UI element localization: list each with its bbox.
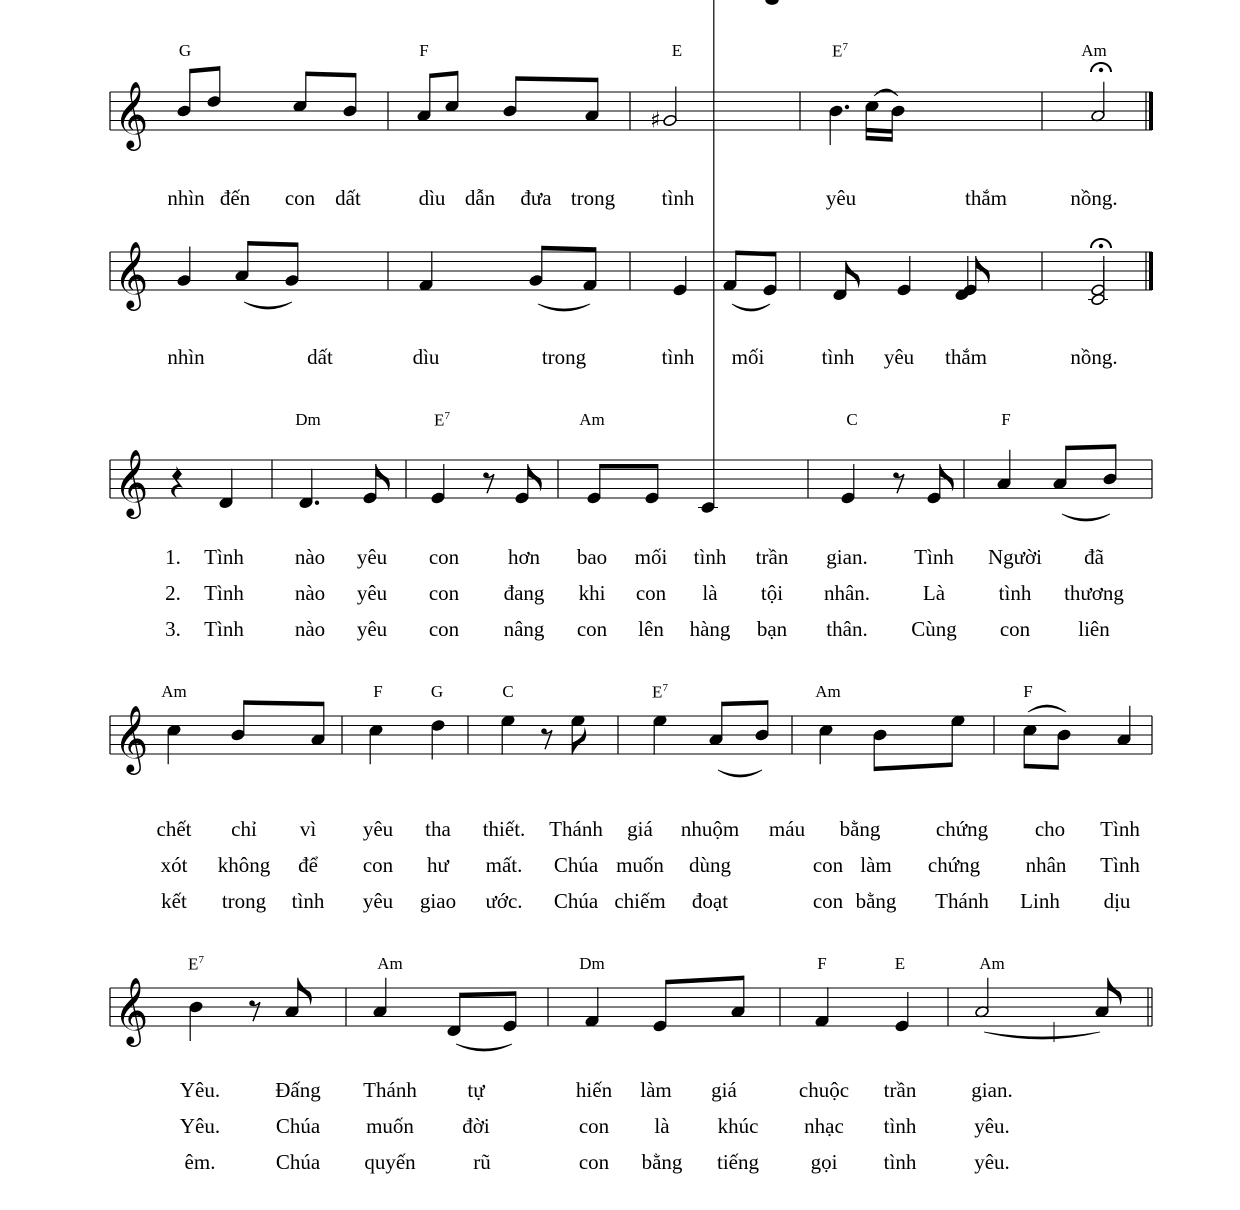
beam — [1024, 764, 1058, 770]
lyric-syllable: liên — [1078, 617, 1110, 641]
lyric-syllable: Đấng — [275, 1078, 321, 1102]
chord-root: E — [434, 410, 445, 430]
lyric-syllable: con — [576, 617, 608, 641]
chord-symbol — [431, 683, 443, 700]
lyric-syllable: Linh — [1020, 889, 1060, 913]
chord-symbol — [672, 42, 682, 59]
beam — [736, 251, 776, 257]
lyric-syllable: con — [578, 1114, 610, 1138]
lyric-syllable: cho — [1034, 817, 1066, 841]
chord-root: Am — [377, 954, 403, 973]
treble-clef-icon: 𝄞 — [114, 976, 149, 1044]
lyric-syllable: yêu. — [974, 1114, 1010, 1138]
lyric-syllable: gọi — [810, 1150, 838, 1174]
note-head — [343, 105, 358, 118]
chord-symbol — [179, 42, 191, 59]
lyric-syllable: dìu — [418, 186, 446, 210]
lyric-syllable: nâng — [503, 617, 545, 641]
chord-extension: 7 — [444, 410, 450, 422]
beam — [430, 71, 458, 78]
flag — [846, 261, 860, 289]
fermata-dot — [1099, 68, 1103, 72]
chord-root: Am — [815, 682, 841, 701]
chord-root: C — [846, 410, 858, 429]
lyric-syllable: trong — [541, 345, 587, 369]
lyric-syllable: dìu — [412, 345, 440, 369]
chord-symbol — [161, 683, 187, 700]
lyric-syllable: dịu — [1103, 889, 1131, 913]
lyric-syllable: hàng — [689, 617, 731, 641]
lyric-syllable: tình — [998, 581, 1032, 605]
beam — [600, 464, 658, 469]
lyric-syllable: Người — [988, 545, 1042, 569]
treble-clef-icon: 𝄞 — [114, 704, 149, 772]
slur — [456, 1044, 512, 1051]
lyric-syllable: trong — [221, 889, 267, 913]
note-head — [177, 274, 192, 287]
flag — [298, 978, 312, 1006]
lyric-syllable: Tình — [204, 545, 244, 569]
lyric-syllable: 2. — [165, 581, 181, 605]
note-head — [891, 105, 906, 118]
beam — [460, 991, 516, 997]
chord-root: Am — [579, 410, 605, 429]
lyric-syllable: Tình — [914, 545, 954, 569]
lyric-syllable: không — [217, 853, 271, 877]
lyric-syllable: giao — [419, 889, 457, 913]
lyric-syllable: bạn — [756, 617, 788, 641]
lyric-syllable: đoạt — [691, 889, 729, 913]
chord-root: Dm — [579, 954, 605, 973]
chord-symbol — [1081, 42, 1107, 59]
lyric-syllable: Tình — [1100, 817, 1140, 841]
lyric-syllable: hơn — [507, 545, 541, 569]
slur — [1028, 705, 1066, 712]
lyric-syllable: yêu — [825, 186, 857, 210]
lyric-syllable: con — [578, 1150, 610, 1174]
note-head — [189, 1001, 204, 1014]
chord-root: E — [188, 954, 199, 974]
half-note — [663, 114, 678, 127]
dot — [845, 105, 849, 109]
chord-root: F — [1001, 410, 1011, 429]
lyric-syllable: Chúa — [553, 889, 599, 913]
lyric-syllable: máu — [768, 817, 806, 841]
note-head — [653, 1020, 668, 1033]
lyric-syllable: tình — [821, 345, 855, 369]
lyric-syllable: con — [362, 853, 394, 877]
chord-symbol — [815, 683, 841, 700]
dot — [315, 501, 319, 505]
note-head — [431, 492, 446, 505]
note-head — [231, 729, 246, 742]
flag — [976, 256, 990, 284]
note-head — [701, 501, 716, 514]
lyric-syllable: lên — [638, 617, 664, 641]
chord-root: F — [419, 41, 429, 60]
note-head — [363, 492, 378, 505]
lyric-syllable: chứng — [935, 817, 989, 841]
flag — [376, 464, 390, 492]
lyric-syllable: nồng. — [1070, 186, 1118, 210]
lyric-syllable: êm. — [184, 1150, 216, 1174]
lyric-syllable: Tình — [1100, 853, 1140, 877]
chord-symbol — [579, 411, 605, 428]
lyric-syllable: thương — [1064, 581, 1124, 605]
lyric-syllable: nhìn — [167, 345, 205, 369]
lyric-syllable: đưa — [520, 186, 552, 210]
note-head — [763, 284, 778, 297]
chord-root: F — [373, 682, 383, 701]
note-head — [1057, 729, 1072, 742]
lyric-syllable: yêu. — [974, 1150, 1010, 1174]
lyric-syllable: yêu — [362, 889, 394, 913]
beam — [866, 136, 892, 142]
lyric-syllable: đời — [462, 1114, 490, 1138]
slur — [718, 770, 762, 777]
chord-symbol — [832, 42, 848, 60]
note-head — [829, 105, 844, 118]
lyric-syllable: con — [284, 186, 316, 210]
note-head — [503, 1020, 518, 1033]
lyric-syllable: làm — [640, 1078, 672, 1102]
lyric-syllable: Yêu. — [179, 1078, 221, 1102]
beam — [666, 976, 744, 985]
lyric-syllable: khúc — [717, 1114, 759, 1138]
lyric-syllable: mối — [634, 545, 668, 569]
lyric-syllable: con — [428, 545, 460, 569]
lyric-syllable: dùng — [689, 853, 731, 877]
slur — [732, 304, 770, 311]
lyric-syllable: để — [298, 853, 318, 877]
lyric-syllable: nhìn — [167, 186, 205, 210]
slur — [244, 302, 292, 309]
lyric-syllable: bao — [576, 545, 608, 569]
note-head — [755, 729, 770, 742]
lyric-syllable: tình — [661, 186, 695, 210]
chord-root: Am — [1081, 41, 1107, 60]
lyric-syllable: kết — [161, 889, 187, 913]
lyric-syllable: bằng — [855, 889, 897, 913]
lyric-syllable: làm — [860, 853, 892, 877]
lyric-syllable: con — [428, 617, 460, 641]
treble-clef-icon: 𝄞 — [114, 240, 149, 308]
chord-root: G — [178, 41, 192, 60]
slur — [538, 304, 590, 311]
lyric-syllable: giá — [711, 1078, 737, 1102]
lyric-syllable: Chúa — [553, 853, 599, 877]
lyric-syllable: trần — [883, 1078, 917, 1102]
note-head — [529, 274, 544, 287]
lyric-syllable: tình — [883, 1150, 917, 1174]
lyric-syllable: tội — [760, 581, 784, 605]
lyric-syllable: chuộc — [798, 1078, 850, 1102]
flag — [528, 464, 542, 492]
lyric-syllable: Tình — [204, 617, 244, 641]
lyric-syllable: Yêu. — [179, 1114, 221, 1138]
lyric-syllable: con — [428, 581, 460, 605]
lyric-syllable: là — [702, 581, 718, 605]
lyric-syllable: bằng — [641, 1150, 683, 1174]
lyric-syllable: mất. — [485, 853, 523, 877]
chord-root: Am — [979, 954, 1005, 973]
chord-symbol — [895, 955, 905, 972]
lyric-syllable: tha — [425, 817, 451, 841]
half-note — [1091, 284, 1106, 297]
lyric-syllable: khi — [578, 581, 606, 605]
eighth-rest-icon — [896, 474, 904, 493]
flag — [1108, 978, 1122, 1006]
lyric-syllable: tự — [467, 1078, 485, 1102]
lyric-syllable: thắm — [965, 186, 1007, 210]
note-head — [673, 284, 688, 297]
lyric-syllable: quyến — [364, 1150, 416, 1174]
chord-extension: 7 — [198, 954, 204, 966]
lyric-syllable: Là — [922, 581, 946, 605]
chord-extension: 7 — [662, 682, 668, 694]
chord-symbol — [1001, 411, 1010, 428]
beam — [248, 241, 298, 247]
chord-root: E — [652, 682, 663, 702]
lyric-syllable: con — [812, 853, 844, 877]
lyric-syllable: Chúa — [275, 1150, 321, 1174]
lyric-syllable: ước. — [485, 889, 523, 913]
note-head — [431, 719, 446, 732]
lyric-syllable: nào — [294, 545, 326, 569]
note-head — [207, 95, 222, 108]
eighth-rest-icon — [486, 474, 494, 493]
chord-root: G — [430, 682, 444, 701]
note-head — [841, 492, 856, 505]
note-head — [1103, 473, 1118, 486]
chord-root: Dm — [295, 410, 321, 429]
beam — [190, 66, 220, 73]
lyric-syllable: chứng — [927, 853, 981, 877]
note-head — [645, 492, 660, 505]
chord-root: E — [832, 41, 843, 61]
lyric-syllable: là — [654, 1114, 670, 1138]
lyric-syllable: đang — [503, 581, 545, 605]
lyric-syllable: giá — [627, 817, 653, 841]
lyric-syllable: yêu — [356, 581, 388, 605]
lyric-syllable: rũ — [473, 1150, 491, 1174]
beam — [542, 246, 596, 252]
lyric-syllable: thân. — [826, 617, 868, 641]
note-head — [873, 729, 888, 742]
note-head — [897, 284, 912, 297]
lyric-syllable: tình — [291, 889, 325, 913]
lyric-syllable: nào — [294, 617, 326, 641]
chord-extension: 7 — [842, 41, 848, 53]
lyric-syllable: yêu — [883, 345, 915, 369]
lyric-syllable: muốn — [366, 1114, 414, 1138]
lyric-syllable: Thánh — [549, 817, 603, 841]
final-barline-thick — [1149, 252, 1153, 290]
lyric-syllable: nào — [294, 581, 326, 605]
beam — [874, 762, 952, 771]
chord-root: C — [502, 682, 514, 701]
lyric-syllable: Cùng — [911, 617, 957, 641]
lyric-syllable: nhân — [1025, 853, 1067, 877]
chord-symbol — [846, 411, 857, 428]
lyric-syllable: dẫn — [464, 186, 496, 210]
slur — [984, 1032, 1100, 1039]
lyric-syllable: gian. — [971, 1078, 1013, 1102]
note-head — [515, 492, 530, 505]
lyric-syllable: nhạc — [804, 1114, 844, 1138]
chord-symbol — [295, 411, 321, 428]
chord-root: F — [817, 954, 827, 973]
beam — [866, 128, 892, 134]
lyric-syllable: xót — [160, 853, 188, 877]
fermata-dot — [1099, 244, 1103, 248]
lyric-syllable: đã — [1084, 545, 1104, 569]
note-head — [177, 105, 192, 118]
treble-clef-icon: 𝄞 — [114, 80, 149, 148]
lyric-syllable: trần — [755, 545, 789, 569]
beam — [516, 76, 598, 82]
chord-symbol — [419, 42, 428, 59]
lyric-syllable: nồng. — [1070, 345, 1118, 369]
lyric-syllable: trong — [570, 186, 616, 210]
eighth-rest-icon — [544, 730, 552, 749]
lyric-syllable: bằng — [839, 817, 881, 841]
lyric-syllable: hiến — [575, 1078, 613, 1102]
chord-root: E — [894, 954, 906, 973]
lyric-syllable: chết — [156, 817, 192, 841]
chord-symbol — [434, 411, 450, 429]
note-head — [895, 1020, 910, 1033]
treble-clef-icon: 𝄞 — [114, 448, 149, 516]
flag — [572, 727, 586, 755]
eighth-rest-icon — [252, 1002, 260, 1021]
chord-root: F — [1023, 682, 1033, 701]
chord-symbol — [652, 683, 668, 701]
chord-symbol — [817, 955, 826, 972]
lyric-syllable: chiếm — [614, 889, 666, 913]
lyric-syllable: hư — [427, 853, 449, 877]
chord-symbol — [579, 955, 605, 972]
chord-symbol — [373, 683, 382, 700]
lyric-syllable: đến — [219, 186, 251, 210]
beam — [722, 700, 768, 706]
slur — [1062, 514, 1110, 521]
note-head — [503, 105, 518, 118]
lyric-syllable: Tình — [204, 581, 244, 605]
lyric-syllable: mối — [731, 345, 765, 369]
lyric-syllable: thiết. — [482, 817, 526, 841]
lyric-syllable: 3. — [165, 617, 181, 641]
lyric-syllable: tình — [883, 1114, 917, 1138]
lyric-syllable: thắm — [945, 345, 987, 369]
lyric-syllable: con — [999, 617, 1031, 641]
note-head — [766, 0, 778, 4]
chord-symbol — [502, 683, 513, 700]
lyric-syllable: gian. — [826, 545, 868, 569]
note-head — [927, 492, 942, 505]
note-head — [587, 492, 602, 505]
lyric-syllable: vì — [299, 817, 317, 841]
lyric-syllable: yêu — [356, 545, 388, 569]
lyric-syllable: Thánh — [363, 1078, 417, 1102]
chord-symbol — [1023, 683, 1032, 700]
lyric-syllable: Chúa — [275, 1114, 321, 1138]
lyric-syllable: con — [812, 889, 844, 913]
lyric-syllable: nhân. — [823, 581, 871, 605]
chord-symbol — [979, 955, 1005, 972]
lyric-syllable: tình — [693, 545, 727, 569]
final-barline-thick — [1149, 92, 1153, 130]
lyric-syllable: yêu — [362, 817, 394, 841]
chord-root: Am — [161, 682, 187, 701]
lyric-syllable: nhuộm — [680, 817, 740, 841]
flag — [940, 464, 954, 492]
chord-symbol — [188, 955, 204, 973]
chord-root: E — [671, 41, 683, 60]
lyric-syllable: dất — [307, 345, 333, 369]
lyric-syllable: chỉ — [231, 817, 257, 841]
quarter-rest-icon — [171, 466, 183, 498]
beam — [244, 700, 324, 706]
lyric-syllable: dất — [335, 186, 361, 210]
lyric-syllable: yêu — [356, 617, 388, 641]
lyric-syllable: 1. — [165, 545, 181, 569]
lyric-syllable: con — [635, 581, 667, 605]
sharp-icon: ♯ — [650, 108, 661, 134]
lyric-syllable: tình — [661, 345, 695, 369]
beam — [306, 72, 356, 78]
note-head — [285, 274, 300, 287]
lyric-syllable: Thánh — [935, 889, 989, 913]
beam — [1066, 444, 1116, 450]
chord-symbol — [377, 955, 403, 972]
lyric-syllable: tiếng — [717, 1150, 759, 1174]
lyric-syllable: muốn — [616, 853, 664, 877]
